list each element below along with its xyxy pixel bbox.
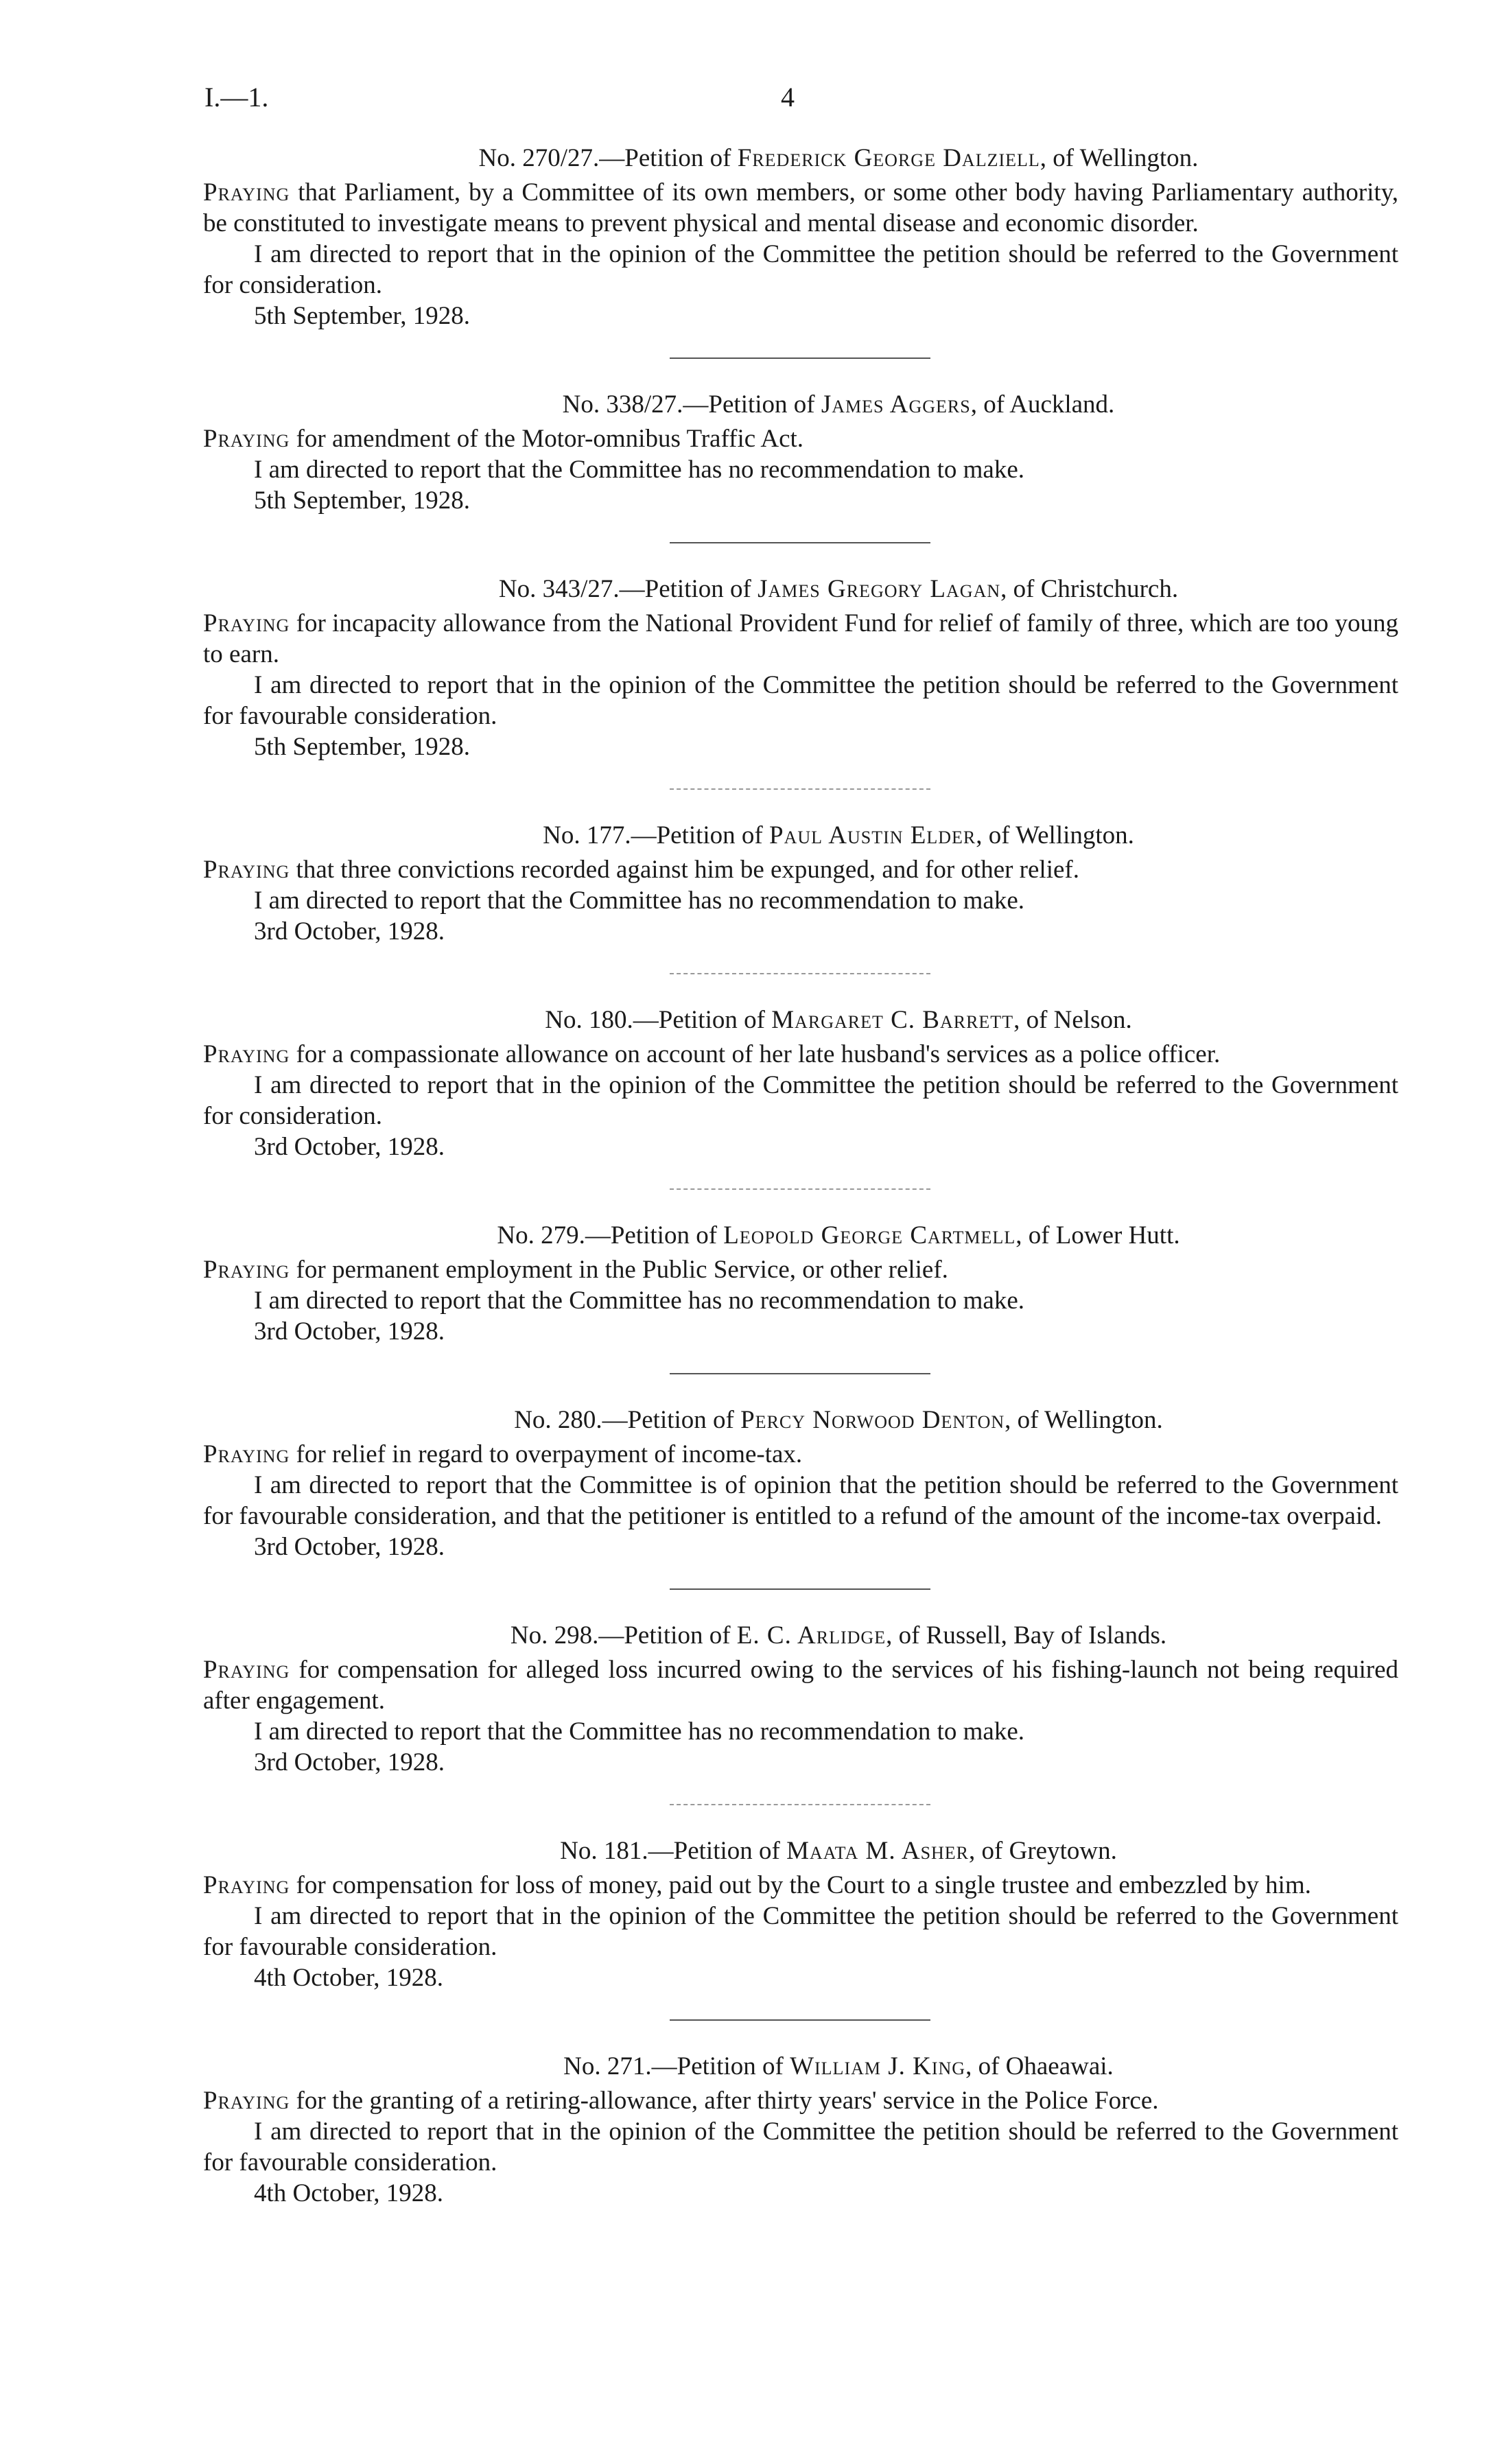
petitioner-name: William J. King [790, 2052, 966, 2080]
petition-prayer [203, 1870, 1398, 1901]
petition-entry [203, 1220, 1398, 1347]
praying-text: for amendment of the Motor-omnibus Traffic Act. [290, 425, 804, 453]
report-date: 3rd October, 1928. [254, 917, 445, 946]
petitioner-name: Paul Austin Elder [769, 821, 976, 849]
petition-entry [203, 1405, 1398, 1562]
praying-text: for the granting of a retiring-allowance, after thirty years' service in the Police Force. [290, 2087, 1159, 2115]
section-divider [670, 973, 930, 974]
petitioner-name: James Gregory Lagan [758, 575, 1001, 603]
praying-label: Praying [203, 1040, 290, 1068]
petition-entry [203, 1835, 1398, 1993]
petition-place: , of Greytown. [969, 1837, 1117, 1865]
section-divider [670, 1588, 930, 1590]
petitioner-name: Percy Norwood Denton [740, 1406, 1005, 1434]
petition-title [203, 1005, 1398, 1036]
petition-number: No. 270/27.—Petition of [478, 144, 731, 172]
praying-label: Praying [203, 609, 290, 637]
section-divider [670, 1188, 930, 1190]
praying-text: for permanent employment in the Public Service, or other relief. [290, 1256, 948, 1284]
petition-title [203, 574, 1398, 605]
petition-list [203, 143, 1398, 2209]
committee-report: I am directed to report that in the opinion of the Committee the petition should be referred to the Government for favourable consideration. [203, 671, 1398, 730]
petitioner-name: James Aggers [821, 390, 971, 419]
report-date: 3rd October, 1928. [254, 1533, 445, 1561]
committee-report: I am directed to report that the Committee has no recommendation to make. [254, 887, 1025, 915]
petition-place: , of Christchurch. [1000, 575, 1179, 603]
petition-number: No. 177.—Petition of [543, 821, 763, 849]
petition-prayer [203, 423, 1398, 454]
report-date: 3rd October, 1928. [254, 1317, 445, 1346]
committee-report: I am directed to report that the Committee has no recommendation to make. [254, 456, 1025, 484]
praying-label: Praying [203, 1656, 290, 1684]
praying-text: for relief in regard to overpayment of income-tax. [290, 1440, 803, 1468]
petition-entry [203, 389, 1398, 516]
petition-entry [203, 1005, 1398, 1162]
petition-title [203, 1220, 1398, 1252]
section-divider [670, 788, 930, 790]
petition-prayer [203, 1439, 1398, 1470]
petitioner-name: E. C. Arlidge [736, 1621, 887, 1650]
praying-label: Praying [203, 425, 290, 453]
page-number: 4 [781, 82, 795, 113]
report-date: 5th September, 1928. [254, 733, 471, 761]
petitioner-name: Maata M. Asher [786, 1837, 970, 1865]
petition-prayer [203, 1254, 1398, 1285]
report-date: 5th September, 1928. [254, 302, 471, 330]
section-divider [670, 357, 930, 359]
petition-number: No. 271.—Petition of [563, 2052, 784, 2080]
paper-reference: I.—1. [204, 82, 269, 113]
praying-label: Praying [203, 2087, 290, 2115]
committee-report: I am directed to report that the Committee has no recommendation to make. [254, 1287, 1025, 1315]
petitioner-name: Frederick George Dalziell [737, 144, 1040, 172]
petition-place: , of Ohaeawai. [965, 2052, 1114, 2080]
praying-text: that three convictions recorded against him be expunged, and for other relief. [290, 856, 1079, 884]
petition-number: No. 280.—Petition of [514, 1406, 734, 1434]
praying-text: for compensation for loss of money, paid out by the Court to a single trustee and embezzled by him. [290, 1871, 1311, 1899]
petition-place: , of Auckland. [970, 390, 1115, 419]
report-date: 4th October, 1928. [254, 2179, 443, 2207]
committee-report: I am directed to report that the Committee has no recommendation to make. [254, 1717, 1025, 1746]
committee-report: I am directed to report that the Committee is of opinion that the petition should be referred to the Government for favourable consideration, and that the petitioner is entitled to a refund of the amount of the income-tax overpaid. [203, 1471, 1398, 1530]
petition-title [203, 1405, 1398, 1436]
report-date: 5th September, 1928. [254, 486, 471, 515]
petition-title [203, 820, 1398, 852]
petition-place: , of Russell, Bay of Islands. [886, 1621, 1167, 1650]
praying-label: Praying [203, 856, 290, 884]
petition-title [203, 1835, 1398, 1867]
petition-place: , of Wellington. [1005, 1406, 1163, 1434]
petition-entry [203, 2051, 1398, 2209]
petition-number: No. 279.—Petition of [497, 1221, 718, 1249]
petitioner-name: Margaret C. Barrett [771, 1006, 1014, 1034]
petition-title [203, 389, 1398, 421]
praying-label: Praying [203, 1871, 290, 1899]
praying-label: Praying [203, 1440, 290, 1468]
committee-report: I am directed to report that in the opinion of the Committee the petition should be referred to the Government for favourable consideration. [203, 2117, 1398, 2176]
report-date: 3rd October, 1928. [254, 1748, 445, 1776]
praying-text: for a compassionate allowance on account of her late husband's services as a police officer. [290, 1040, 1221, 1068]
petition-number: No. 180.—Petition of [545, 1006, 765, 1034]
petition-entry [203, 574, 1398, 762]
petition-place: , of Wellington. [1040, 144, 1199, 172]
committee-report: I am directed to report that in the opinion of the Committee the petition should be referred to the Government for favourable consideration. [203, 1902, 1398, 1961]
report-date: 4th October, 1928. [254, 1964, 443, 1992]
petition-prayer [203, 1039, 1398, 1070]
petition-prayer [203, 177, 1398, 239]
section-divider [670, 1373, 930, 1374]
petitioner-name: Leopold George Cartmell [723, 1221, 1016, 1249]
petition-title [203, 1620, 1398, 1652]
praying-text: for incapacity allowance from the National Provident Fund for relief of family of three, which are too young to earn. [203, 609, 1398, 668]
petition-place: , of Lower Hutt. [1015, 1221, 1180, 1249]
petition-prayer [203, 1654, 1398, 1716]
report-date: 3rd October, 1928. [254, 1133, 445, 1161]
committee-report: I am directed to report that in the opinion of the Committee the petition should be referred to the Government for consideration. [203, 1071, 1398, 1130]
petition-entry [203, 1620, 1398, 1778]
petition-number: No. 298.—Petition of [510, 1621, 731, 1650]
petition-number: No. 181.—Petition of [560, 1837, 780, 1865]
petition-number: No. 338/27.—Petition of [562, 390, 815, 419]
petition-prayer [203, 2085, 1398, 2116]
petition-number: No. 343/27.—Petition of [498, 575, 751, 603]
petition-entry [203, 820, 1398, 947]
praying-text: that Parliament, by a Committee of its own members, or some other body having Parliamentary authority, be constituted to investigate means to prevent physical and mental disease and economic disorder. [203, 178, 1398, 237]
section-divider [670, 542, 930, 543]
petition-prayer [203, 854, 1398, 885]
petition-entry [203, 143, 1398, 331]
petition-place: , of Nelson. [1013, 1006, 1132, 1034]
committee-report: I am directed to report that in the opinion of the Committee the petition should be referred to the Government for consideration. [203, 240, 1398, 299]
petition-prayer [203, 608, 1398, 670]
section-divider [670, 2019, 930, 2021]
praying-label: Praying [203, 1256, 290, 1284]
section-divider [670, 1804, 930, 1805]
praying-label: Praying [203, 178, 290, 207]
petition-title [203, 2051, 1398, 2082]
praying-text: for compensation for alleged loss incurred owing to the services of his fishing-launch not being required after engagement. [203, 1656, 1398, 1715]
petition-place: , of Wellington. [976, 821, 1134, 849]
petition-title [203, 143, 1398, 174]
